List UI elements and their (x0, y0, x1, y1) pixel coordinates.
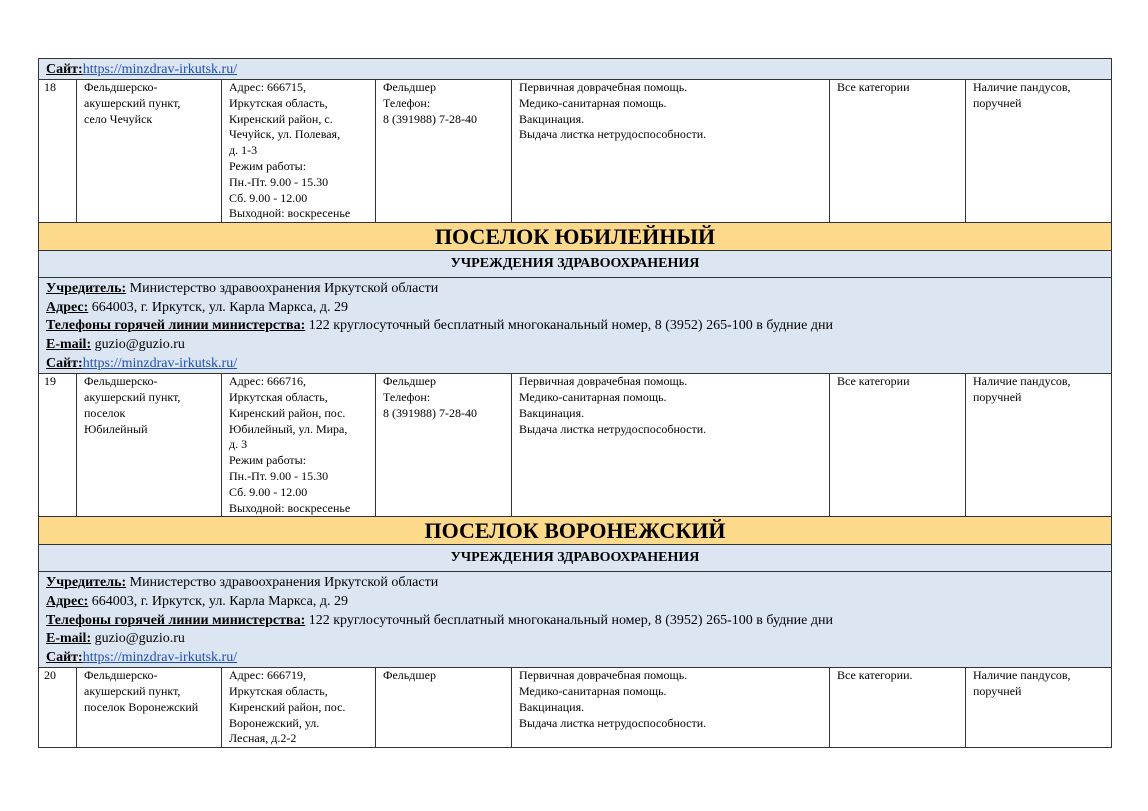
facility-staff: Фельдшер (376, 668, 512, 748)
facility-address: Адрес: 666719, Иркутская область, Киренский район, пос. Воронежский, ул. Лесная, д.2-2 (222, 668, 376, 748)
hotline-value: 122 круглосуточный бесплатный многоканальный номер, 8 (3952) 265-100 в будние дни (305, 318, 833, 334)
address-label: Адрес: (46, 593, 89, 609)
section-subtitle-row (39, 251, 1112, 278)
address-value: 664003, г. Иркутск, ул. Карла Маркса, д. 29 (88, 299, 349, 315)
site-row (39, 59, 1112, 80)
founder-value: Министерство здравоохранения Иркутской области (126, 281, 439, 297)
section-info-row (39, 572, 1112, 668)
facilities-table (38, 58, 1112, 748)
site-link[interactable]: https://minzdrav-irkutsk.ru/ (82, 355, 238, 371)
email-value: guzio@guzio.ru (91, 631, 185, 647)
section-title-row (39, 517, 1112, 545)
founder-label: Учредитель: (46, 281, 127, 297)
facility-name: Фельдшерско- акушерский пункт, поселок Юбилейный (77, 374, 222, 517)
section-info (39, 278, 1112, 374)
address-label: Адрес: (46, 299, 89, 315)
table-row (39, 80, 1112, 223)
facility-staff: Фельдшер Телефон: 8 (391988) 7-28-40 (376, 374, 512, 517)
table-row (39, 374, 1112, 517)
section-subtitle: УЧРЕЖДЕНИЯ ЗДРАВООХРАНЕНИЯ (39, 251, 1112, 278)
email-label: E-mail: (46, 336, 92, 352)
facility-address: Адрес: 666715, Иркутская область, Киренский район, с. Чечуйск, ул. Полевая, д. 1-3 Режим работы: Пн.-Пт. 9.00 - 15.30 Сб. 9.00 - 12.00 Выходной: воскресенье (222, 80, 376, 223)
site-link[interactable]: https://minzdrav-irkutsk.ru/ (82, 649, 238, 665)
facility-services: Первичная доврачебная помощь. Медико-санитарная помощь. Вакцинация. Выдача листка нетрудоспособности. (512, 80, 830, 223)
accessibility: Наличие пандусов, поручней (966, 668, 1112, 748)
row-number: 18 (39, 80, 77, 223)
section-title: ПОСЕЛОК ВОРОНЕЖСКИЙ (39, 517, 1112, 545)
facility-name: Фельдшерско- акушерский пункт, поселок Воронежский (77, 668, 222, 748)
row-number: 20 (39, 668, 77, 748)
patient-category: Все категории (830, 374, 966, 517)
section-title-row (39, 223, 1112, 251)
site-label: Сайт: (46, 355, 83, 371)
row-number: 19 (39, 374, 77, 517)
section-info-row (39, 278, 1112, 374)
site-link[interactable]: https://minzdrav-irkutsk.ru/ (82, 62, 238, 77)
facility-services: Первичная доврачебная помощь. Медико-санитарная помощь. Вакцинация. Выдача листка нетрудоспособности. (512, 668, 830, 748)
facility-name: Фельдшерско- акушерский пункт, село Чечуйск (77, 80, 222, 223)
facility-staff: Фельдшер Телефон: 8 (391988) 7-28-40 (376, 80, 512, 223)
site-label: Сайт: (46, 62, 83, 77)
email-label: E-mail: (46, 631, 92, 647)
table-row (39, 668, 1112, 748)
section-subtitle-row (39, 545, 1112, 572)
facility-services: Первичная доврачебная помощь. Медико-санитарная помощь. Вакцинация. Выдача листка нетрудоспособности. (512, 374, 830, 517)
section-info (39, 572, 1112, 668)
accessibility: Наличие пандусов, поручней (966, 80, 1112, 223)
address-value: 664003, г. Иркутск, ул. Карла Маркса, д. 29 (88, 593, 349, 609)
founder-label: Учредитель: (46, 575, 127, 591)
facility-address: Адрес: 666716, Иркутская область, Киренский район, пос. Юбилейный, ул. Мира, д. 3 Режим работы: Пн.-Пт. 9.00 - 15.30 Сб. 9.00 - 12.00 Выходной: воскресенье (222, 374, 376, 517)
accessibility: Наличие пандусов, поручней (966, 374, 1112, 517)
document-page (38, 58, 1111, 748)
site-label: Сайт: (46, 649, 83, 665)
section-subtitle: УЧРЕЖДЕНИЯ ЗДРАВООХРАНЕНИЯ (39, 545, 1112, 572)
hotline-label: Телефоны горячей линии министерства: (46, 612, 306, 628)
section-title: ПОСЕЛОК ЮБИЛЕЙНЫЙ (39, 223, 1112, 251)
patient-category: Все категории (830, 80, 966, 223)
hotline-value: 122 круглосуточный бесплатный многоканальный номер, 8 (3952) 265-100 в будние дни (305, 612, 833, 628)
founder-value: Министерство здравоохранения Иркутской области (126, 575, 439, 591)
email-value: guzio@guzio.ru (91, 336, 185, 352)
patient-category: Все категории. (830, 668, 966, 748)
hotline-label: Телефоны горячей линии министерства: (46, 318, 306, 334)
